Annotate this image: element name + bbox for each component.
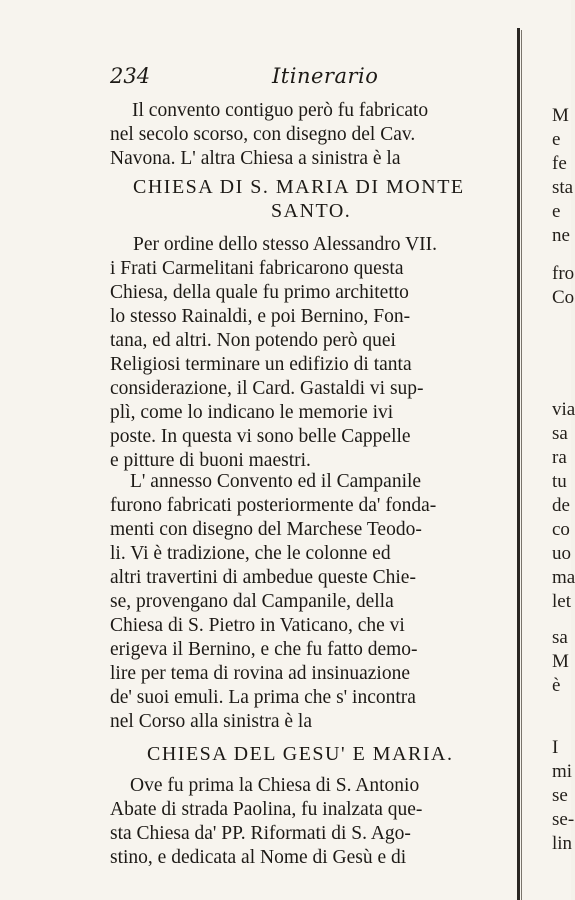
page-header — [110, 64, 515, 94]
text-line: Per ordine dello stesso Alessandro VII. — [133, 234, 438, 255]
next-page-fragment: e — [552, 201, 561, 222]
next-page-fragment: e — [552, 129, 561, 150]
next-page-fragment: M — [552, 105, 569, 126]
page-number: 234 — [110, 64, 151, 88]
text-line: i Frati Carmelitani fabricarono questa — [110, 258, 404, 279]
text-line: Religiosi terminare un edifizio di tanta — [110, 354, 412, 375]
next-page-fragment: se — [552, 785, 568, 806]
next-page-fragment: de — [552, 495, 570, 516]
text-line: lo stesso Rainaldi, e poi Bernino, Fon- — [110, 306, 411, 327]
text-line: plì, come lo indicano le memorie ivi — [110, 402, 394, 423]
next-page-fragment: ne — [552, 225, 570, 246]
next-page-fragment: Co — [552, 287, 575, 308]
next-page-fragment: fe — [552, 153, 567, 174]
next-page-fragment: co — [552, 519, 570, 540]
next-page-fragment: let — [552, 591, 571, 612]
text-line: Chiesa, della quale fu primo architetto — [110, 282, 409, 303]
next-page-fragment: sa — [552, 423, 568, 444]
page-gutter-shadow — [521, 30, 522, 900]
text-line: tana, ed altri. Non potendo però quei — [110, 330, 396, 351]
text-line: furono fabricati posteriormente da' fonda- — [110, 495, 437, 516]
next-page-fragment: ra — [552, 447, 567, 468]
next-page-fragment: I — [552, 737, 559, 758]
text-line: se, provengano dal Campanile, della — [110, 591, 394, 612]
next-page-fragment: fro — [552, 263, 575, 284]
next-page-fragment: lin — [552, 833, 573, 854]
text-line: L' annesso Convento ed il Campanile — [130, 471, 422, 492]
text-line: poste. In questa vi sono belle Cappelle — [110, 426, 411, 447]
text-line: Navona. L' altra Chiesa a sinistra è la — [110, 148, 401, 169]
section-heading: CHIESA DI S. MARIA DI MONTE — [133, 176, 465, 198]
text-line: lire per tema di rovina ad insinuazione — [110, 663, 410, 684]
text-line: li. Vi è tradizione, che le colonne ed — [110, 543, 391, 564]
text-line: menti con disegno del Marchese Teodo- — [110, 519, 422, 540]
section-heading: CHIESA DEL GESU' E MARIA. — [147, 743, 454, 765]
text-line: Il convento contiguo però fu fabricato — [132, 100, 429, 121]
next-page-fragment: sa — [552, 627, 568, 648]
section-heading-cont: SANTO. — [271, 200, 352, 222]
text-line: de' suoi emuli. La prima che s' incontra — [110, 687, 416, 708]
text-line: stino, e dedicata al Nome di Gesù e di — [110, 847, 407, 868]
next-page-fragment: M — [552, 651, 569, 672]
text-line: Chiesa di S. Pietro in Vaticano, che vi — [110, 615, 405, 636]
next-page-fragment: uo — [552, 543, 571, 564]
next-page-fragment: è — [552, 675, 561, 696]
next-page-fragment: tu — [552, 471, 567, 492]
text-line: Abate di strada Paolina, fu inalzata que- — [110, 799, 423, 820]
next-page-fragment: via — [552, 399, 575, 420]
next-page-fragment: sta — [552, 177, 574, 198]
page-gutter — [517, 28, 520, 900]
text-line: altri travertini di ambedue queste Chie- — [110, 567, 416, 588]
text-line: Ove fu prima la Chiesa di S. Antonio — [130, 775, 420, 796]
text-line: considerazione, il Card. Gastaldi vi sup- — [110, 378, 424, 399]
text-line: nel secolo scorso, con disegno del Cav. — [110, 124, 416, 145]
text-line: nel Corso alla sinistra è la — [110, 711, 312, 732]
text-line: e pitture di buoni maestri. — [110, 450, 311, 471]
next-page-fragment: ma — [552, 567, 575, 588]
next-page-fragment: mi — [552, 761, 573, 782]
next-page-fragment: se- — [552, 809, 575, 830]
text-line: erigeva il Bernino, e che fu fatto demo- — [110, 639, 418, 660]
running-title: Itinerario — [272, 64, 379, 88]
text-line: sta Chiesa da' PP. Riformati di S. Ago- — [110, 823, 411, 844]
